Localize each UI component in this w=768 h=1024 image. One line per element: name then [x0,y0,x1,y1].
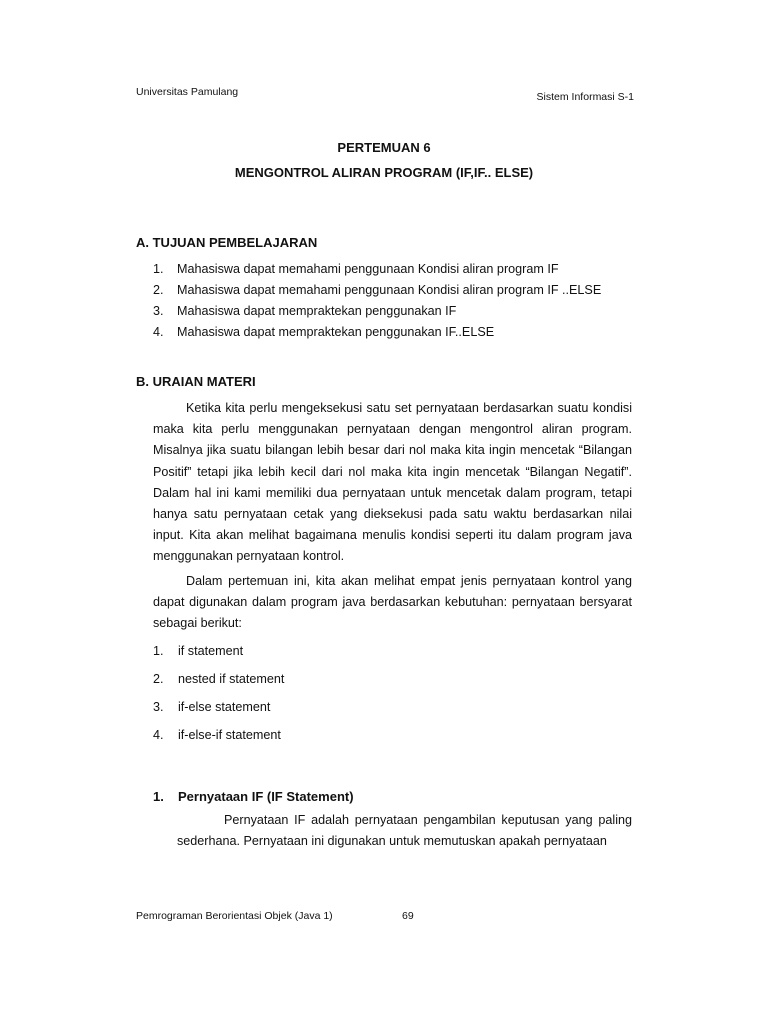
item-text: if statement [178,644,244,658]
list-item [153,637,284,665]
item-number: 3. [153,304,164,318]
item-text: Mahasiswa dapat memahami penggunaan Kondisi aliran program IF [177,262,559,276]
page-number: 69 [402,910,414,922]
list-item [153,693,284,721]
item-number: 1. [153,644,164,658]
footer-course: Pemrograman Berorientasi Objek (Java 1) [136,910,333,922]
item-text: if-else statement [178,700,271,714]
item-number: 2. [153,672,164,686]
subsection-title: Pernyataan IF (IF Statement) [178,789,354,804]
item-number: 3. [153,700,164,714]
meeting-title: PERTEMUAN 6 [337,140,431,155]
subsection-heading [153,789,354,804]
item-text: Mahasiswa dapat mempraktekan penggunakan IF [177,304,457,318]
item-text: Mahasiswa dapat mempraktekan penggunakan IF..ELSE [177,325,495,339]
item-number: 4. [153,325,164,339]
chapter-title: MENGONTROL ALIRAN PROGRAM (IF,IF.. ELSE) [234,165,534,180]
subsection-number: 1. [153,789,164,804]
item-number: 1. [153,262,164,276]
item-text: if-else-if statement [178,728,281,742]
item-number: 4. [153,728,164,742]
body-paragraph-2: Dalam pertemuan ini, kita akan melihat empat jenis pernyataan kontrol yang dapat digunakan dalam program java berdasarkan kebutuhan: pernyataan bersyarat sebagai berikut: [153,574,632,631]
section-a-heading: A. TUJUAN PEMBELAJARAN [136,235,318,250]
list-item [153,665,284,693]
section-b-heading: B. URAIAN MATERI [136,374,256,389]
objectives-list [153,259,601,343]
list-item [153,721,284,749]
header-university: Universitas Pamulang [136,86,239,98]
item-text: nested if statement [178,672,285,686]
statements-list [153,637,284,749]
list-item [153,322,601,343]
subsection-paragraph: Pernyataan IF adalah pernyataan pengambilan keputusan yang paling sederhana. Pernyataan ini digunakan untuk memutuskan apakah pernyataan [177,813,632,849]
header-program: Sistem Informasi S-1 [536,91,634,103]
list-item [153,280,601,301]
item-number: 2. [153,283,164,297]
body-paragraph-1: Ketika kita perlu mengeksekusi satu set pernyataan berdasarkan suatu kondisi maka kita perlu menggunakan pernyataan dengan mengontrol aliran program. Misalnya jika suatu bilangan lebih besar dari nol maka kita ingin mencetak “Bilangan Positif” tetapi jika lebih kecil dari nol maka kita ingin mencetak “Bilangan Negatif”. Dalam hal ini kami memiliki dua pernyataan untuk mencetak dalam program, tetapi hanya satu pernyataan cetak yang dieksekusi pada satu waktu berdasarkan nilai input. Kita akan melihat bagaimana menulis kondisi seperti itu dalam program java menggunakan pernyataan kontrol. [153,401,632,564]
item-text: Mahasiswa dapat memahami penggunaan Kondisi aliran program IF ..ELSE [177,283,602,297]
list-item [153,259,601,280]
list-item [153,301,601,322]
